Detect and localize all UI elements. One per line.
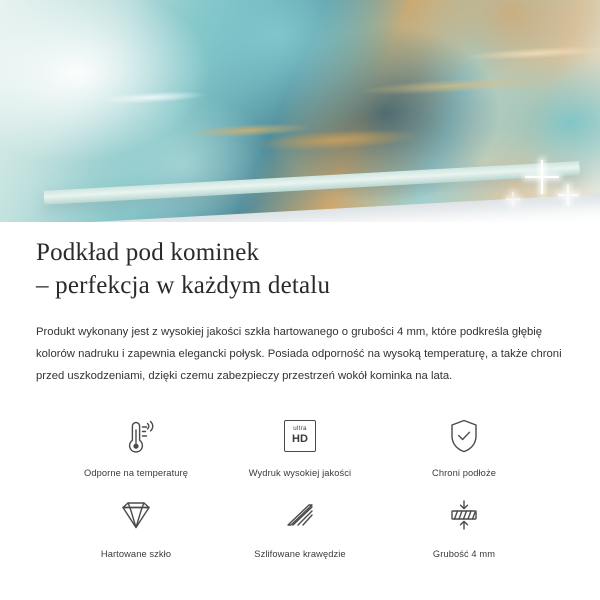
feature-grid [36, 413, 564, 559]
feature-item [218, 413, 382, 478]
headline-line-1: Podkład pod kominek [36, 239, 260, 266]
feature-label: Hartowane szkło [100, 548, 172, 559]
thermometer-icon [116, 413, 156, 459]
diamond-icon [115, 494, 157, 540]
polished-edge-icon [279, 494, 321, 540]
feature-label: Szlifowane krawędzie [254, 548, 346, 559]
feature-item [54, 413, 218, 478]
feature-label: Wydruk wysokiej jakości [248, 467, 352, 478]
feature-item [218, 494, 382, 559]
ultra-hd-top-text: ultra [293, 425, 307, 433]
feature-item [382, 494, 546, 559]
content-section [0, 222, 600, 559]
ultra-hd-icon [284, 413, 316, 459]
ultra-hd-bottom-text: HD [292, 432, 308, 445]
thickness-icon [443, 494, 485, 540]
feature-item [382, 413, 546, 478]
page-title [36, 236, 564, 303]
feature-label: Chroni podłoże [432, 467, 496, 478]
description-paragraph: Produkt wykonany jest z wysokiej jakości szkła hartowanego o grubości 4 mm, które podkreśla głębię kolorów nadruku i zapewnia elegancki połysk. Posiada odporność na wysoką temperaturę, a także chroni przed uszkodzeniami, dzięki czemu zabezpieczy przestrzeń wokół kominka na lata. [36, 325, 562, 382]
hero-product-image [0, 0, 600, 222]
feature-label: Grubość 4 mm [432, 548, 496, 559]
headline-line-2: – perfekcja w każdym detalu [36, 272, 331, 300]
shield-check-icon [444, 413, 484, 459]
feature-item [54, 494, 218, 559]
feature-label: Odporne na temperaturę [83, 467, 188, 478]
